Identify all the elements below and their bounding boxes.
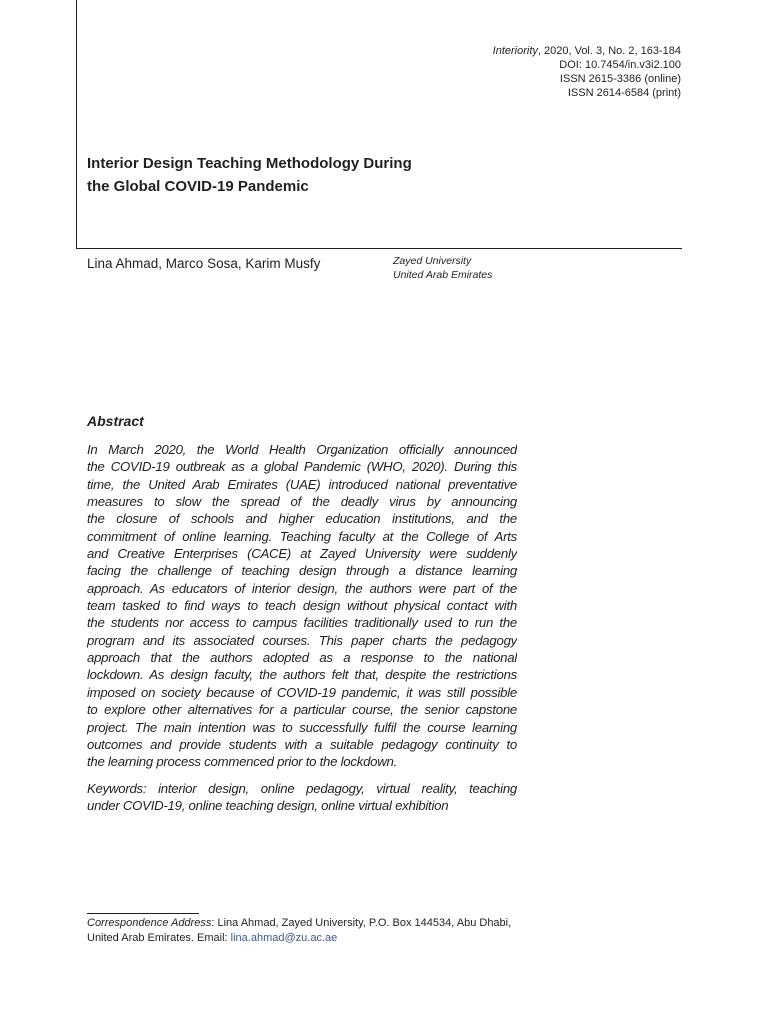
abstract-line: the COVID-19 outbreak as a global Pandemic (WHO, 2020). During this — [87, 459, 517, 475]
keywords-line-2: under COVID-19, online teaching design, online virtual exhibition — [87, 797, 449, 813]
journal-name: Interiority — [492, 45, 538, 57]
author-affiliation — [393, 255, 492, 282]
abstract-line: time, the United Arab Emirates (UAE) introduced national preventative — [87, 476, 517, 492]
abstract-line: project. The main intention was to successfully fulfil the course learning — [87, 719, 517, 735]
footnote-line-2 — [87, 931, 519, 946]
keywords-line-1: Keywords: interior design, online pedagogy, virtual reality, teaching — [87, 780, 517, 796]
abstract-body — [87, 441, 517, 814]
header-frame-bottom-rule — [76, 248, 682, 249]
abstract-line: measures to slow the spread of the deadly virus by announcing — [87, 494, 517, 510]
keywords — [87, 780, 517, 815]
abstract-heading: Abstract — [87, 413, 144, 429]
journal-info — [493, 44, 681, 100]
abstract-line: and Creative Enterprises (CACE) at Zayed University were suddenly — [87, 546, 517, 562]
paper-title — [87, 152, 487, 198]
abstract-line: approach. As educators of interior design, the authors were part of the — [87, 580, 517, 596]
affiliation-country: United Arab Emirates — [393, 268, 493, 281]
abstract-line: approach that the authors adopted as a response to the national — [87, 650, 517, 666]
abstract-line: the students nor access to campus facilities traditionally used to run the — [87, 615, 517, 631]
footnote-rule — [87, 913, 199, 914]
correspondence-label: Correspondence Address — [87, 917, 212, 929]
footnote-line-1 — [87, 916, 519, 931]
paper-title-line-1: Interior Design Teaching Methodology During — [87, 155, 412, 172]
abstract-line: facing the challenge of teaching design through a distance learning — [87, 563, 517, 579]
journal-citation-details: , 2020, Vol. 3, No. 2, 163-184 — [537, 45, 681, 57]
correspondence-address: : Lina Ahmad, Zayed University, P.O. Box 144534, Abu Dhabi, — [211, 917, 512, 929]
correspondence-footnote — [87, 916, 519, 945]
abstract-line: to explore other alternatives for a particular course, the senior capstone — [87, 702, 517, 718]
affiliation-institution: Zayed University — [393, 255, 472, 267]
abstract-line: lockdown. As design faculty, the authors felt that, despite the restrictions — [87, 667, 517, 683]
journal-issn-print: ISSN 2614-6584 (print) — [567, 87, 681, 99]
journal-citation — [493, 44, 681, 58]
abstract-line: outcomes and provide students with a suitable pedagogy continuity to — [87, 736, 517, 752]
abstract-text — [87, 441, 517, 771]
abstract-line: imposed on society because of COVID-19 pandemic, it was still possible — [87, 684, 517, 700]
abstract-line: the closure of schools and higher education institutions, and the — [87, 511, 517, 527]
abstract-line: program and its associated courses. This paper charts the pedagogy — [87, 632, 517, 648]
author-list: Lina Ahmad, Marco Sosa, Karim Musfy — [87, 256, 321, 271]
correspondence-country: United Arab Emirates. Email: — [87, 931, 231, 944]
journal-doi: DOI: 10.7454/in.v3i2.100 — [559, 59, 681, 71]
paper-title-line-2: the Global COVID-19 Pandemic — [87, 178, 309, 195]
header-frame-left-rule — [76, 0, 77, 249]
journal-issn-online: ISSN 2615-3386 (online) — [559, 73, 681, 85]
abstract-line: team tasked to find ways to teach design without physical contact with — [87, 598, 517, 614]
abstract-line: the learning process commenced prior to the lockdown. — [87, 754, 398, 770]
abstract-line: commitment of online learning. Teaching faculty at the College of Arts — [87, 528, 517, 544]
abstract-line: In March 2020, the World Health Organization officially announced — [87, 442, 517, 457]
correspondence-email-link[interactable]: lina.ahmad@zu.ac.ae — [230, 931, 338, 944]
